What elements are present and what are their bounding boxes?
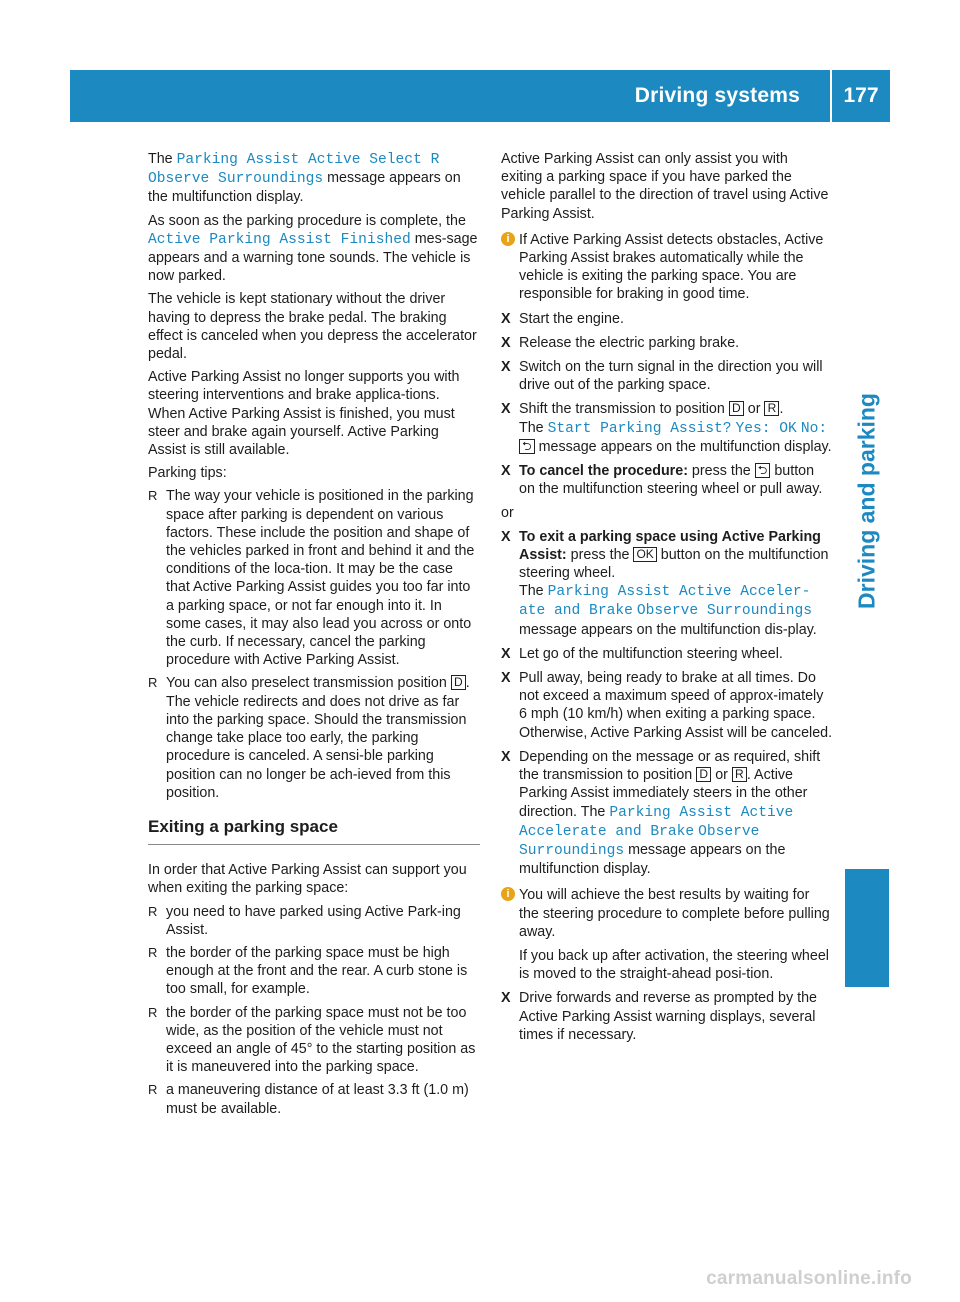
text: The (519, 419, 548, 436)
paragraph: If you back up after activation, the steering wheel is moved to the straight-ahead posi-tion. (519, 947, 829, 983)
left-column (148, 150, 480, 1123)
step-item (501, 748, 833, 878)
text: button on the multifunction steering wheel. (519, 546, 829, 582)
bullet-icon: R (148, 944, 158, 960)
section-title: Driving systems (634, 84, 800, 107)
back-key-icon: ⮌ (519, 439, 535, 454)
text: You will achieve the best results by waiting for the steering procedure to complete before pulling away. (519, 887, 830, 940)
step-item (501, 989, 833, 1044)
info-icon: i (501, 887, 515, 901)
text: press the (566, 546, 634, 563)
step-arrow-icon: X (501, 670, 511, 687)
info-note (501, 231, 833, 304)
text: If Active Parking Assist detects obstacles, Active Parking Assist brakes automatically while the vehicle is exiting the parking space. You are responsible for braking in good time. (519, 231, 824, 303)
step-item (501, 400, 833, 456)
text: press the (687, 463, 755, 480)
text: message appears on the multifunction display. (519, 841, 786, 878)
step-item (501, 334, 833, 352)
text: the border of the parking space must not be too wide, as the position of the vehicle must not exceed an angle of 45° to the starting position as it is maneuvered into the parking space. (166, 1004, 476, 1076)
bullet-icon: R (148, 675, 158, 691)
step-label: To exit a parking space using Active Parking Assist: (519, 528, 821, 563)
text: As soon as the parking procedure is complete, the (148, 212, 466, 229)
text: message appears on the multifunction display. (534, 438, 832, 455)
step-item (501, 645, 833, 663)
display-message: Start Parking Assist? (547, 420, 732, 437)
display-message: Parking Assist Active Select R (176, 152, 440, 168)
bullet-item (148, 1081, 480, 1117)
display-message: Active Parking Assist Finished (148, 231, 411, 248)
watermark: carmanualsonline.info (706, 1268, 912, 1289)
text: mes-sage appears and a warning tone sounds. The vehicle is now parked. (148, 230, 478, 285)
paragraph (148, 212, 480, 286)
display-message: No: (800, 420, 828, 437)
chapter-marker-block (845, 869, 889, 987)
section-heading: Exiting a parking space (148, 818, 480, 845)
display-message: Parking Assist Active Acceler-ate and Brake (519, 584, 811, 620)
step-arrow-icon: X (501, 748, 511, 765)
text: The (519, 583, 548, 600)
text: message appears on the multifunction dis-play. (519, 621, 817, 638)
paragraph: Active Parking Assist no longer supports you with steering interventions and brake applica-tions. When Active Parking Assist is finished, you must steer and brake again yourself. Active Parking Assist is still available. (148, 369, 460, 459)
text: . Active Parking Assist immediately steers in the other direction. The (519, 767, 808, 820)
text: message appears on the multifunction display. (148, 170, 461, 206)
right-column (501, 150, 833, 1050)
text: . (779, 401, 784, 418)
step-arrow-icon: X (501, 401, 511, 418)
text: you need to have parked using Active Park-ing Assist. (166, 903, 461, 938)
step-arrow-icon: X (501, 645, 511, 662)
display-message: Observe Surroundings (148, 171, 324, 188)
bullet-item (148, 1004, 480, 1077)
text: Start the engine. (519, 310, 624, 327)
text: or (711, 767, 732, 784)
text: The way your vehicle is positioned in the parking space after parking is dependent on various factors. These include the position and shape of the vehicles parked in front and behind it and the conditions of the loca-tion. It may be the case that Active Parking Assist guides you too far into a parking space, or not far enough into it. In some cases, it may also lead you across or onto the curb. If necessary, cancel the parking procedure with Active Parking Assist. (166, 488, 475, 669)
chapter-side-label (845, 142, 889, 860)
bullet-icon: R (148, 1082, 158, 1098)
text: the border of the parking space must be high enough at the front and the rear. A curb stone is too small, for example. (166, 944, 468, 998)
text: . The vehicle redirects and does not drive as far into the parking space. Should the transmission change take place too early, the parking procedure is canceled. A sensi-ble parking position can no longer be ach-ieved from this position. (166, 675, 470, 801)
text: Depending on the message or as required, shift the transmission to position (519, 748, 821, 784)
step-arrow-icon: X (501, 310, 511, 327)
bullet-item (148, 903, 480, 939)
gear-d-key-icon: D (729, 401, 744, 416)
display-message: Observe Surroundings (636, 603, 812, 620)
chapter-side-label-text: Driving and parking (853, 393, 880, 609)
bullet-item (148, 487, 480, 669)
text: or (743, 401, 765, 418)
text: Switch on the turn signal in the direction you will drive out of the parking space. (519, 359, 823, 394)
gear-d-key-icon: D (696, 767, 711, 782)
paragraph (148, 150, 480, 207)
paragraph: Parking tips: (148, 465, 227, 482)
step-arrow-icon: X (501, 990, 511, 1007)
step-label: To cancel the procedure: (519, 463, 688, 480)
text: The (148, 151, 177, 167)
display-message: Parking Assist Active Accelerate and Brake (519, 804, 794, 840)
bullet-item (148, 674, 480, 801)
step-item (501, 462, 833, 498)
step-item (501, 310, 833, 328)
bullet-icon: R (148, 488, 158, 504)
text: a maneuvering distance of at least 3.3 ft (1.0 m) must be available. (166, 1082, 469, 1117)
paragraph: In order that Active Parking Assist can support you when exiting the parking space: (148, 862, 467, 897)
paragraph: or (501, 505, 514, 522)
header-bar (70, 70, 890, 122)
step-arrow-icon: X (501, 463, 511, 480)
text: Let go of the multifunction steering wheel. (519, 645, 783, 662)
info-icon: i (501, 232, 515, 246)
step-item (501, 358, 833, 394)
text: button on the multifunction steering wheel or pull away. (519, 463, 823, 498)
step-arrow-icon: X (501, 334, 511, 351)
text: You can also preselect transmission position (166, 675, 451, 692)
info-note (501, 886, 833, 941)
text: Shift the transmission to position (519, 401, 729, 418)
text: Pull away, being ready to brake at all times. Do not exceed a maximum speed of approx-imately 6 mph (10 km/h) when exiting a parking space. Otherwise, Active Parking Assist will be canceled. (519, 670, 833, 741)
page-number: 177 (830, 70, 890, 122)
text: Drive forwards and reverse as prompted by the Active Parking Assist warning displays, several times if necessary. (519, 990, 817, 1043)
paragraph: Active Parking Assist can only assist you with exiting a parking space if you have parked the vehicle parallel to the direction of travel using Active Parking Assist. (501, 151, 829, 222)
text: Release the electric parking brake. (519, 334, 740, 351)
step-arrow-icon: X (501, 528, 511, 545)
step-arrow-icon: X (501, 359, 511, 376)
bullet-item (148, 944, 480, 999)
display-message: Observe Surroundings (519, 823, 760, 859)
ok-key-icon: OK (633, 547, 656, 562)
step-item (501, 669, 833, 742)
back-key-icon: ⮌ (755, 463, 771, 478)
bullet-icon: R (148, 903, 158, 919)
gear-r-key-icon: R (764, 401, 779, 416)
bullet-icon: R (148, 1004, 158, 1020)
paragraph: The vehicle is kept stationary without the driver having to depress the brake pedal. The braking effect is canceled when you depress the accelerator pedal. (148, 291, 477, 363)
gear-r-key-icon: R (732, 767, 747, 782)
step-item (501, 528, 833, 639)
gear-d-key-icon: D (451, 675, 466, 690)
display-message: Yes: OK (735, 420, 797, 437)
